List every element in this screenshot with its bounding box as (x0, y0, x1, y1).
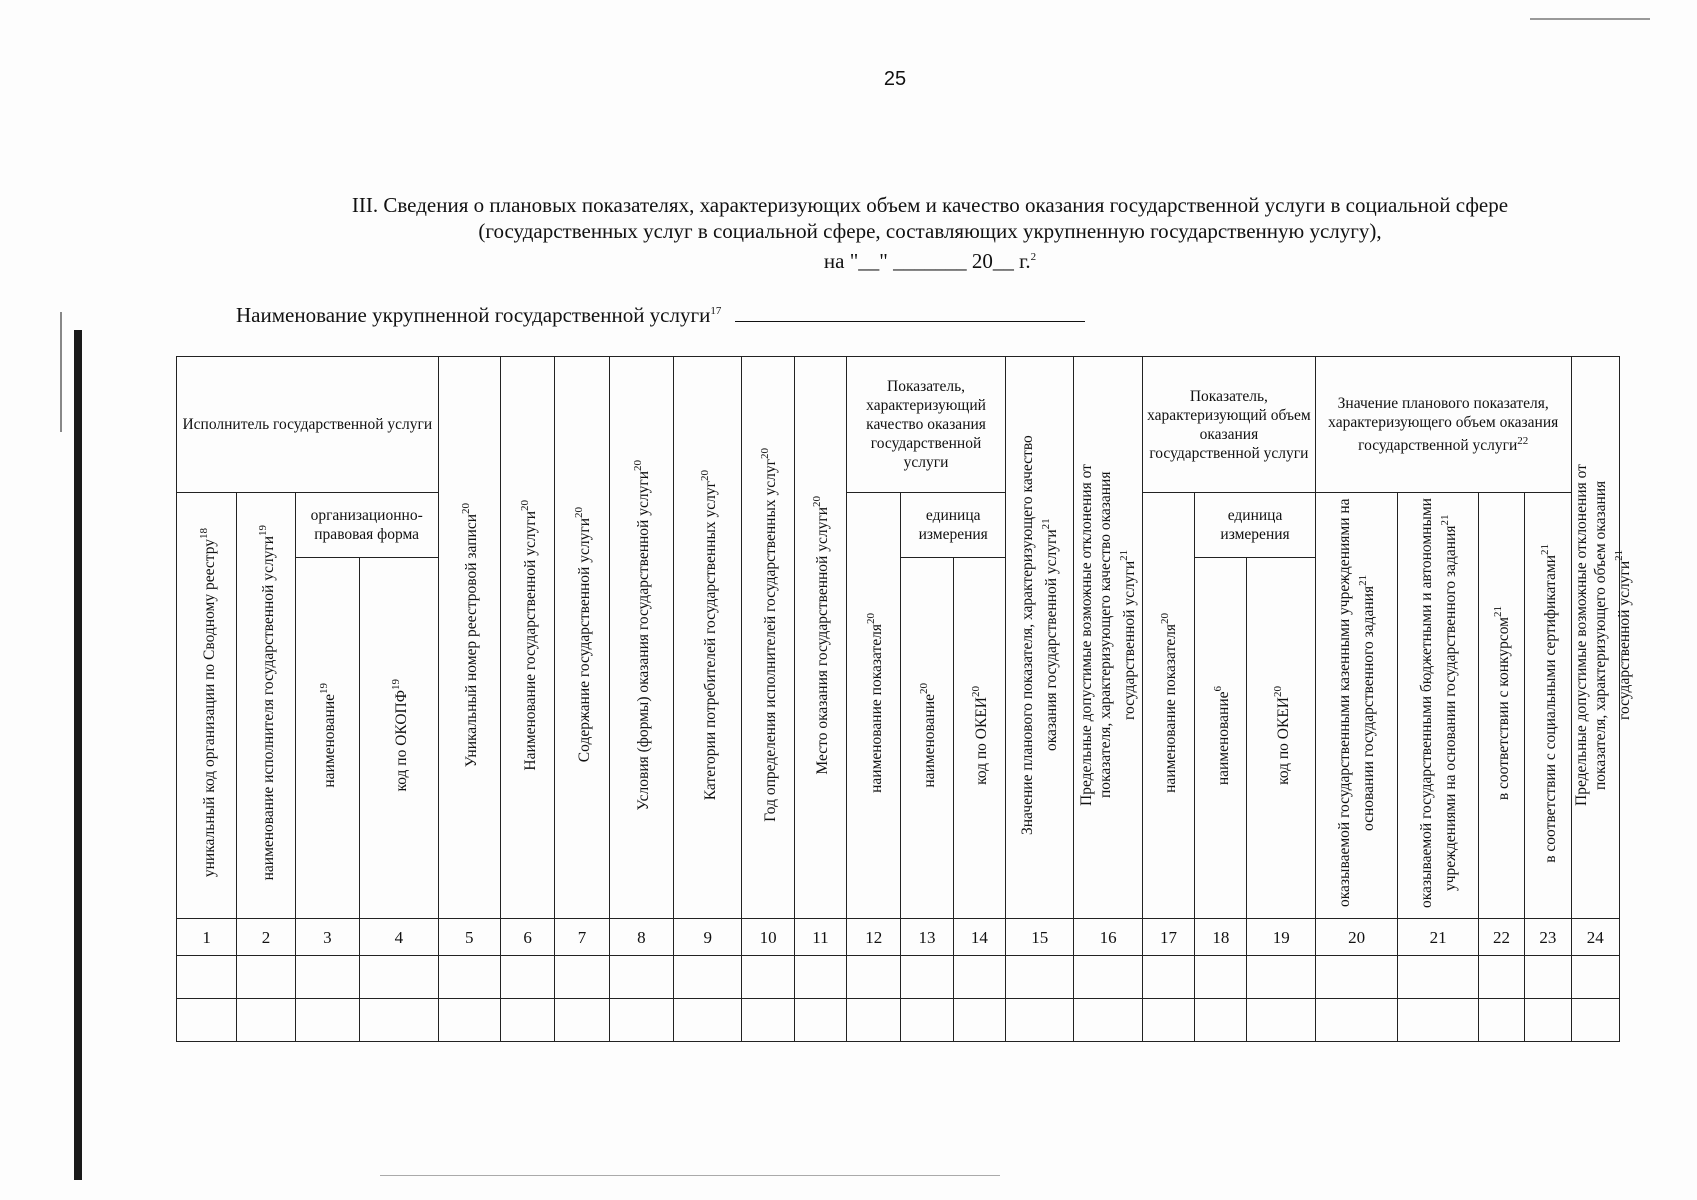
col-14: код по ОКЕИ$^{20}$ (953, 557, 1005, 918)
table-cell[interactable] (674, 956, 742, 999)
table-cell[interactable] (1398, 999, 1478, 1042)
col-6-label: Наименование государственной услуги (521, 510, 539, 771)
col-1-label: уникальный код организации по Сводному реестру (200, 539, 218, 878)
column-number-20: 20 (1315, 919, 1398, 956)
col-20-label: оказываемой государственными казенными учреждениями на основании государственного задания (1336, 498, 1378, 908)
col-17-label: наименование показателя (1162, 624, 1180, 793)
table-cell[interactable] (360, 956, 438, 999)
group-unit-quality: единица измерения (901, 493, 1006, 558)
col-11: Место оказания государственной услуги$^{20}$ (794, 357, 846, 919)
table-cell[interactable] (177, 956, 237, 999)
table-cell[interactable] (555, 999, 609, 1042)
table-cell[interactable] (609, 956, 673, 999)
col-15: Значение планового показателя, характеризующего качество оказания государственной услуги$^{21}$ (1006, 357, 1074, 919)
section-title (180, 192, 1680, 274)
col-3: наименование$^{19}$ (295, 557, 359, 918)
table-cell[interactable] (1195, 956, 1247, 999)
table-cell[interactable] (1525, 999, 1571, 1042)
col-2-label: наименование исполнителя государственной услуги (260, 536, 278, 881)
table-cell[interactable] (438, 999, 500, 1042)
table-cell[interactable] (1074, 999, 1142, 1042)
group-quality: Показатель, характеризующий качество оказания государственной услуги (847, 357, 1006, 493)
service-name-blank[interactable] (735, 303, 1085, 322)
service-name-sup: 17 (710, 305, 722, 317)
table-cell[interactable] (953, 956, 1005, 999)
col-9: Категории потребителей государственных услуг$^{20}$ (674, 357, 742, 919)
column-number-2: 2 (237, 919, 295, 956)
table-cell[interactable] (360, 999, 438, 1042)
table-cell[interactable] (555, 956, 609, 999)
column-number-16: 16 (1074, 919, 1142, 956)
column-number-11: 11 (794, 919, 846, 956)
table-cell[interactable] (847, 999, 901, 1042)
table-cell[interactable] (500, 956, 554, 999)
scan-artifact-bottom (380, 1175, 1000, 1176)
col-16: Предельные допустимые возможные отклонения от показателя, характеризующего качество оказания государственной услуги$^{21}$ (1074, 357, 1142, 919)
table-cell[interactable] (794, 999, 846, 1042)
col-12: наименование показателя$^{20}$ (847, 493, 901, 919)
col-24: Предельные допустимые возможные отклонения от показателя, характеризующего объем оказания государственной услуги$^{21}$ (1571, 357, 1620, 919)
column-number-1: 1 (177, 919, 237, 956)
table-cell[interactable] (1398, 956, 1478, 999)
column-number-23: 23 (1525, 919, 1571, 956)
scan-artifact-line (60, 312, 62, 432)
col-11-label: Место оказания государственной услуги (814, 506, 832, 775)
col-7: Содержание государственной услуги$^{20}$ (555, 357, 609, 919)
table-cell[interactable] (1142, 999, 1194, 1042)
col-5-label: Уникальный номер реестровой записи (463, 513, 481, 768)
column-number-21: 21 (1398, 919, 1478, 956)
group-executor: Исполнитель государственной услуги (177, 357, 439, 493)
table-row (177, 999, 1620, 1042)
col-14-label: код по ОКЕИ (973, 696, 991, 785)
service-name-label: Наименование укрупненной государственной услуги (236, 303, 711, 327)
col-6: Наименование государственной услуги$^{20}$ (500, 357, 554, 919)
column-number-6: 6 (500, 919, 554, 956)
column-number-row (177, 919, 1620, 956)
col-23: в соответствии с социальными сертификатами$^{21}$ (1525, 493, 1571, 919)
col-22-label: в соответствии с конкурсом (1495, 616, 1513, 801)
col-16-label: Предельные допустимые возможные отклонения от показателя, характеризующего качество оказания государственной услуги (1078, 464, 1139, 806)
col-3-label: наименование (321, 694, 339, 788)
group-volume: Показатель, характеризующий объем оказания государственной услуги (1142, 357, 1315, 493)
table-cell[interactable] (901, 999, 953, 1042)
col-13-label: наименование (921, 694, 939, 788)
col-18: наименование$^6$ (1195, 557, 1247, 918)
col-22: в соответствии с конкурсом$^{21}$ (1478, 493, 1524, 919)
column-number-24: 24 (1571, 919, 1620, 956)
scan-artifact-top (1530, 18, 1650, 20)
column-number-9: 9 (674, 919, 742, 956)
table-cell[interactable] (1571, 999, 1620, 1042)
plan-indicators-table (176, 356, 1633, 1042)
title-date-line: на "__" _______ 20__ г.$^2$ (823, 249, 1037, 273)
group-org-form: организационно-правовая форма (295, 493, 438, 558)
column-number-14: 14 (953, 919, 1005, 956)
col-24-label: Предельные допустимые возможные отклонения от показателя, характеризующего объем оказания государственной услуги (1572, 464, 1633, 806)
col-7-label: Содержание государственной услуги (576, 518, 594, 763)
table-cell[interactable] (1195, 999, 1247, 1042)
table-cell[interactable] (1006, 956, 1074, 999)
column-number-15: 15 (1006, 919, 1074, 956)
scan-edge-shadow (74, 330, 82, 1180)
table-cell[interactable] (742, 956, 794, 999)
table-row (177, 956, 1620, 999)
title-line-2: (государственных услуг в социальной сфере, составляющих укрупненную государственную услугу), (478, 219, 1382, 243)
table-cell[interactable] (1478, 999, 1524, 1042)
col-21-label: оказываемой государственными бюджетными и автономными учреждениями на основании государственного задания (1417, 498, 1459, 908)
table-cell[interactable] (237, 999, 295, 1042)
table-cell[interactable] (1074, 956, 1142, 999)
table-cell[interactable] (1315, 956, 1398, 999)
table-cell[interactable] (1315, 999, 1398, 1042)
table-cell[interactable] (953, 999, 1005, 1042)
group-planned: Значение планового показателя, характеризующего объем оказания государственной услуги$^{22}$ (1315, 357, 1571, 493)
col-18-label: наименование (1214, 691, 1232, 786)
col-1: уникальный код организации по Сводному реестру$^{18}$ (177, 493, 237, 919)
table-cell[interactable] (1006, 999, 1074, 1042)
column-number-22: 22 (1478, 919, 1524, 956)
table-cell[interactable] (847, 956, 901, 999)
table-cell[interactable] (674, 999, 742, 1042)
table-cell[interactable] (794, 956, 846, 999)
table-cell[interactable] (438, 956, 500, 999)
col-23-label: в соответствии с социальными сертификатами (1541, 554, 1559, 863)
column-number-18: 18 (1195, 919, 1247, 956)
col-12-label: наименование показателя (867, 624, 885, 793)
column-number-5: 5 (438, 919, 500, 956)
column-number-8: 8 (609, 919, 673, 956)
col-4: код по ОКОПФ$^{19}$ (360, 557, 438, 918)
col-20: оказываемой государственными казенными учреждениями на основании государственного задания$^{21}$ (1315, 493, 1398, 919)
table-cell[interactable] (1247, 956, 1315, 999)
col-10-label: Год определения исполнителей государственных услуг (762, 459, 780, 822)
col-5: Уникальный номер реестровой записи$^{20}$ (438, 357, 500, 919)
col-10: Год определения исполнителей государственных услуг$^{20}$ (742, 357, 794, 919)
title-line-1: III. Сведения о плановых показателях, характеризующих объем и качество оказания государственной услуги в социальной сфере (351, 193, 1509, 217)
column-number-19: 19 (1247, 919, 1315, 956)
column-number-10: 10 (742, 919, 794, 956)
column-number-4: 4 (360, 919, 438, 956)
table-cell[interactable] (901, 956, 953, 999)
column-number-7: 7 (555, 919, 609, 956)
column-number-17: 17 (1142, 919, 1194, 956)
table-cell[interactable] (1142, 956, 1194, 999)
table-cell[interactable] (1571, 956, 1620, 999)
table-cell[interactable] (1247, 999, 1315, 1042)
table-cell[interactable] (295, 956, 359, 999)
table-cell[interactable] (1525, 956, 1571, 999)
col-17: наименование показателя$^{20}$ (1142, 493, 1194, 919)
col-4-label: код по ОКОПФ (392, 690, 410, 792)
table-cell[interactable] (609, 999, 673, 1042)
col-19: код по ОКЕИ$^{20}$ (1247, 557, 1315, 918)
service-name-row (236, 303, 1085, 328)
table-cell[interactable] (295, 999, 359, 1042)
group-unit-volume: единица измерения (1195, 493, 1316, 558)
col-8: Условия (формы) оказания государственной услуги$^{20}$ (609, 357, 673, 919)
table-cell[interactable] (177, 999, 237, 1042)
col-15-label: Значение планового показателя, характеризующего качество оказания государственной услуги (1019, 435, 1061, 835)
table-cell[interactable] (1478, 956, 1524, 999)
col-13: наименование$^{20}$ (901, 557, 953, 918)
column-number-3: 3 (295, 919, 359, 956)
col-8-label: Условия (формы) оказания государственной услуги (635, 470, 653, 811)
column-number-12: 12 (847, 919, 901, 956)
col-21: оказываемой государственными бюджетными и автономными учреждениями на основании государственного задания$^{21}$ (1398, 493, 1478, 919)
col-9-label: Категории потребителей государственных услуг (701, 480, 719, 801)
col-2: наименование исполнителя государственной услуги$^{19}$ (237, 493, 295, 919)
table-cell[interactable] (500, 999, 554, 1042)
table-cell[interactable] (742, 999, 794, 1042)
table-cell[interactable] (237, 956, 295, 999)
page-number: 25 (883, 68, 907, 90)
column-number-13: 13 (901, 919, 953, 956)
col-19-label: код по ОКЕИ (1275, 696, 1293, 785)
